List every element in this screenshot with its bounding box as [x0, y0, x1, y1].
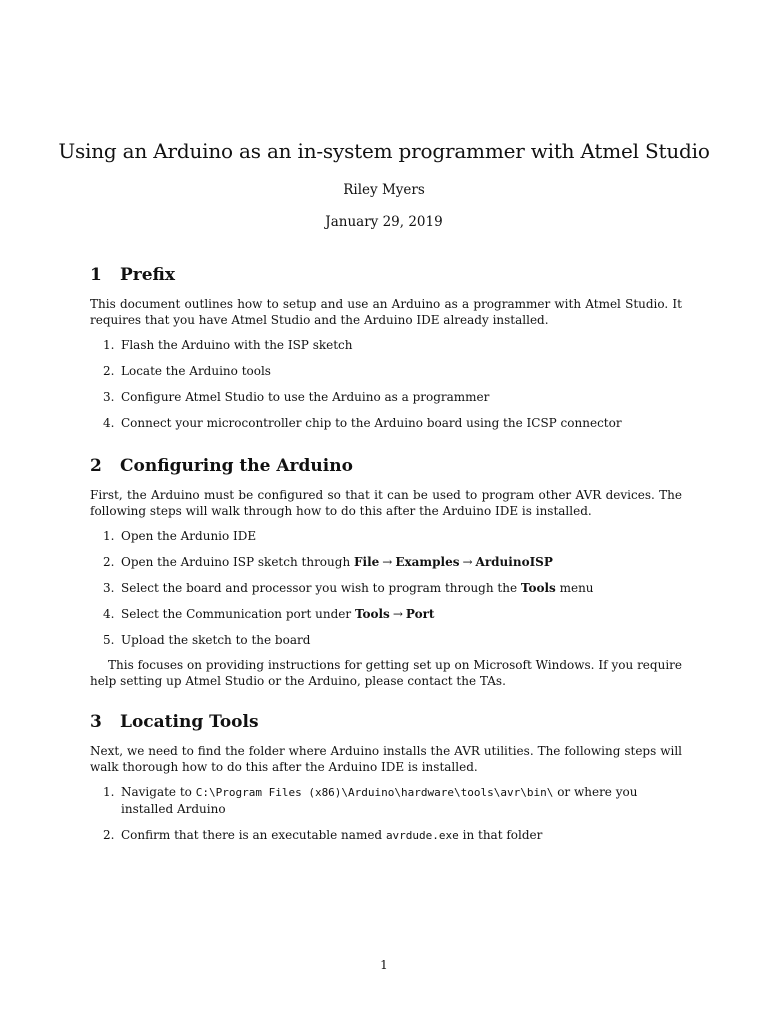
list-item — [90, 632, 682, 648]
list-item — [90, 606, 682, 622]
install-path: C:\Program Files (x86)\Arduino\hardware\tools\avr\bin\ — [195, 786, 554, 799]
list-item-text: Select the Communication port under — [121, 607, 352, 621]
page-number: 1 — [380, 958, 388, 972]
list-item-text: Open the Ardunio IDE — [121, 529, 257, 543]
list-item-text: Select the board and processor you wish to program through the — [121, 581, 518, 595]
section-title: Prefix — [120, 265, 176, 285]
section-number: 3 — [90, 712, 102, 732]
step-list — [90, 528, 682, 648]
list-item-text: Configure Atmel Studio to use the Arduino as a programmer — [121, 390, 490, 404]
list-marker: 4. — [103, 607, 115, 621]
section-configuring — [90, 454, 682, 689]
executable-name: avrdude.exe — [385, 829, 459, 842]
list-marker: 3. — [103, 390, 115, 404]
section-number: 2 — [90, 456, 102, 476]
section-title: Locating Tools — [120, 712, 259, 732]
list-item-text: Connect your microcontroller chip to the Arduino board using the ICSP connector — [121, 416, 622, 430]
menu-tools: Tools — [354, 607, 390, 621]
step-list — [90, 337, 682, 431]
section-intro: Next, we need to find the folder where Arduino installs the AVR utilities. The following steps will walk thorough how to do this after the Arduino IDE is installed. — [90, 744, 682, 774]
menu-path-examples: Examples — [395, 555, 460, 569]
list-item — [90, 337, 682, 353]
menu-path-arduinoisp: ArduinoISP — [475, 555, 553, 569]
menu-port: Port — [405, 607, 435, 621]
arrow-icon: → — [382, 555, 393, 569]
list-item-text: or where you installed Arduino — [121, 785, 638, 816]
list-marker: 3. — [103, 581, 115, 595]
list-item — [90, 784, 682, 817]
list-marker: 1. — [103, 338, 115, 352]
section-heading — [90, 454, 682, 478]
step-list — [90, 784, 682, 844]
arrow-icon: → — [462, 555, 473, 569]
section-intro: This document outlines how to setup and use an Arduino as a programmer with Atmel Studio. It requires that you have Atmel Studio and the Arduino IDE already installed. — [90, 297, 682, 327]
list-item-text: Navigate to — [121, 785, 192, 799]
list-item-text: Confirm that there is an executable named — [121, 828, 383, 842]
list-item — [90, 554, 682, 570]
arrow-icon: → — [392, 607, 403, 621]
section-number: 1 — [90, 265, 102, 285]
list-marker: 1. — [103, 785, 115, 799]
document-title: Using an Arduino as an in-system programmer with Atmel Studio — [58, 139, 710, 163]
list-marker: 2. — [103, 555, 115, 569]
list-item-text: Upload the sketch to the board — [121, 633, 311, 647]
section-title: Configuring the Arduino — [120, 456, 353, 476]
section-heading — [90, 710, 682, 734]
list-item — [90, 363, 682, 379]
list-item — [90, 528, 682, 544]
document-date: January 29, 2019 — [325, 214, 443, 230]
list-item-text: in that folder — [462, 828, 543, 842]
section-locating-tools — [90, 710, 682, 844]
list-item-text: Open the Arduino ISP sketch through — [121, 555, 351, 569]
section-outro: This focuses on providing instructions for getting set up on Microsoft Windows. If you require help setting up Atmel Studio or the Arduino, please contact the TAs. — [90, 658, 682, 688]
list-item — [90, 415, 682, 431]
list-item-text: Flash the Arduino with the ISP sketch — [121, 338, 353, 352]
section-heading — [90, 263, 682, 287]
list-marker: 1. — [103, 529, 115, 543]
section-prefix — [90, 263, 682, 431]
list-item — [90, 389, 682, 405]
list-marker: 4. — [103, 416, 115, 430]
list-item-text: Locate the Arduino tools — [121, 364, 271, 378]
list-marker: 2. — [103, 828, 115, 842]
list-item — [90, 580, 682, 596]
menu-path-file: File — [354, 555, 380, 569]
list-marker: 2. — [103, 364, 115, 378]
document-author: Riley Myers — [343, 182, 425, 198]
list-marker: 5. — [103, 633, 115, 647]
list-item-text: menu — [559, 581, 594, 595]
list-item — [90, 827, 682, 844]
menu-tools: Tools — [520, 581, 556, 595]
section-intro: First, the Arduino must be configured so that it can be used to program other AVR devices. The following steps will walk through how to do this after the Arduino IDE is installed. — [90, 488, 682, 518]
